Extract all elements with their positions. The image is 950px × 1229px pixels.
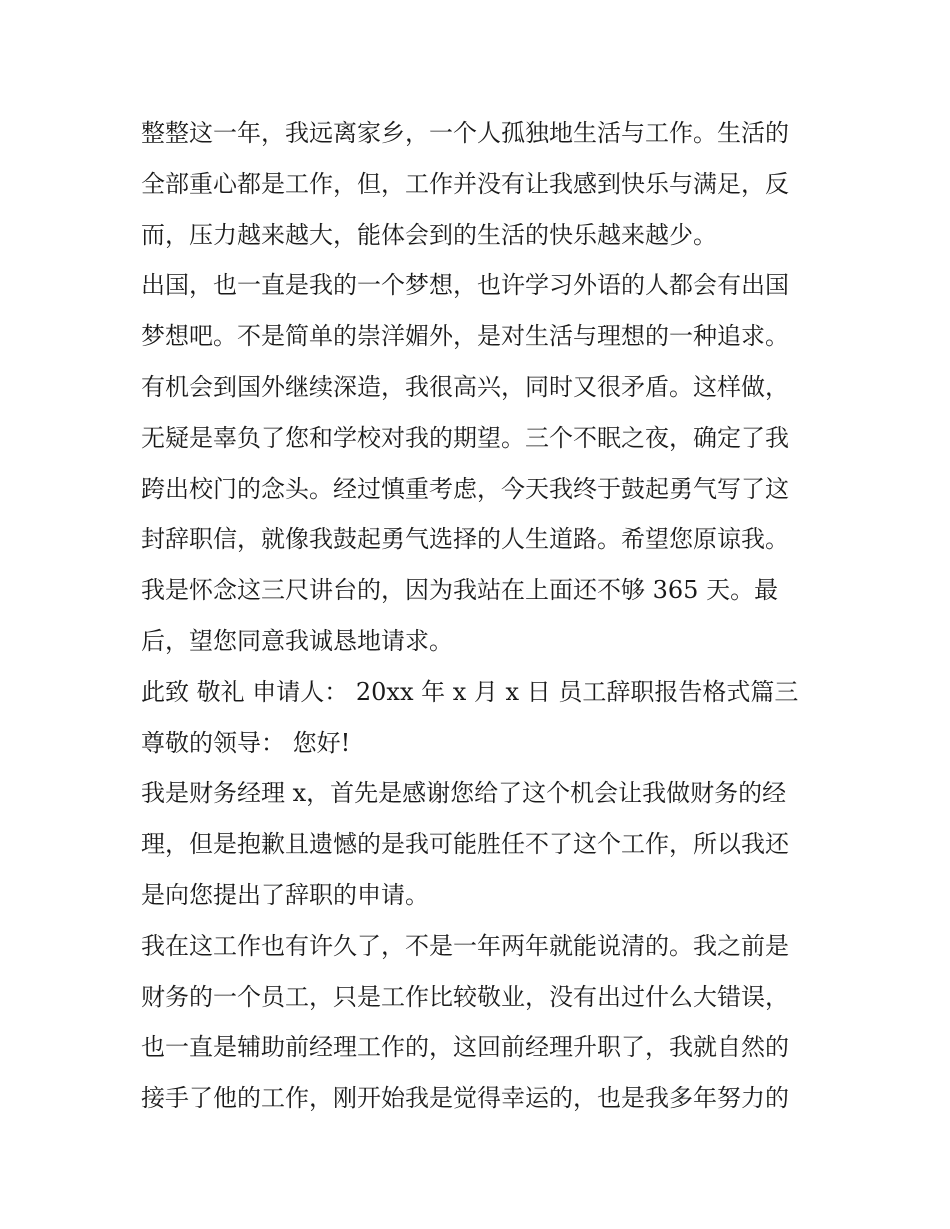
text-line-3: 而，压力越来越大，能体会到的生活的快乐越来越少。 <box>141 220 717 249</box>
text-line-4: 出国，也一直是我的一个梦想，也许学习外语的人都会有出国 <box>141 271 789 300</box>
text-line-14: 我是财务经理 x，首先是感谢您给了这个机会让我做财务的经 <box>141 779 787 808</box>
document-body <box>141 108 816 1124</box>
text-line-8: 跨出校门的念头。经过慎重考虑，今天我终于鼓起勇气写了这 <box>141 474 789 503</box>
text-line-18: 财务的一个员工，只是工作比较敬业，没有出过什么大错误， <box>141 982 789 1011</box>
text-line-20: 接手了他的工作，刚开始我是觉得幸运的，也是我多年努力的 <box>141 1084 789 1113</box>
text-line-19: 也一直是辅助前经理工作的，这回前经理升职了，我就自然的 <box>141 1033 789 1062</box>
text-line-6: 有机会到国外继续深造，我很高兴，同时又很矛盾。这样做， <box>141 372 789 401</box>
text-line-11: 后，望您同意我诚恳地请求。 <box>141 626 453 655</box>
text-line-10: 我是怀念这三尺讲台的，因为我站在上面还不够 365 天。最 <box>141 576 779 605</box>
text-line-13: 尊敬的领导： 您好! <box>141 728 351 757</box>
text-line-16: 是向您提出了辞职的申请。 <box>141 880 429 909</box>
text-line-1: 整整这一年，我远离家乡，一个人孤独地生活与工作。生活的 <box>141 119 789 147</box>
text-line-12: 此致 敬礼 申请人： 20xx 年 x 月 x 日 员工辞职报告格式篇三 <box>141 677 799 706</box>
text-line-15: 理，但是抱歉且遗憾的是我可能胜任不了这个工作，所以我还 <box>141 830 789 859</box>
text-line-7: 无疑是辜负了您和学校对我的期望。三个不眠之夜，确定了我 <box>141 423 789 452</box>
text-line-2: 全部重心都是工作，但，工作并没有让我感到快乐与满足，反 <box>141 169 789 198</box>
text-line-5: 梦想吧。不是简单的崇洋媚外，是对生活与理想的一种追求。 <box>141 322 789 351</box>
text-line-9: 封辞职信，就像我鼓起勇气选择的人生道路。希望您原谅我。 <box>141 525 789 554</box>
text-line-17: 我在这工作也有许久了，不是一年两年就能说清的。我之前是 <box>141 931 789 960</box>
